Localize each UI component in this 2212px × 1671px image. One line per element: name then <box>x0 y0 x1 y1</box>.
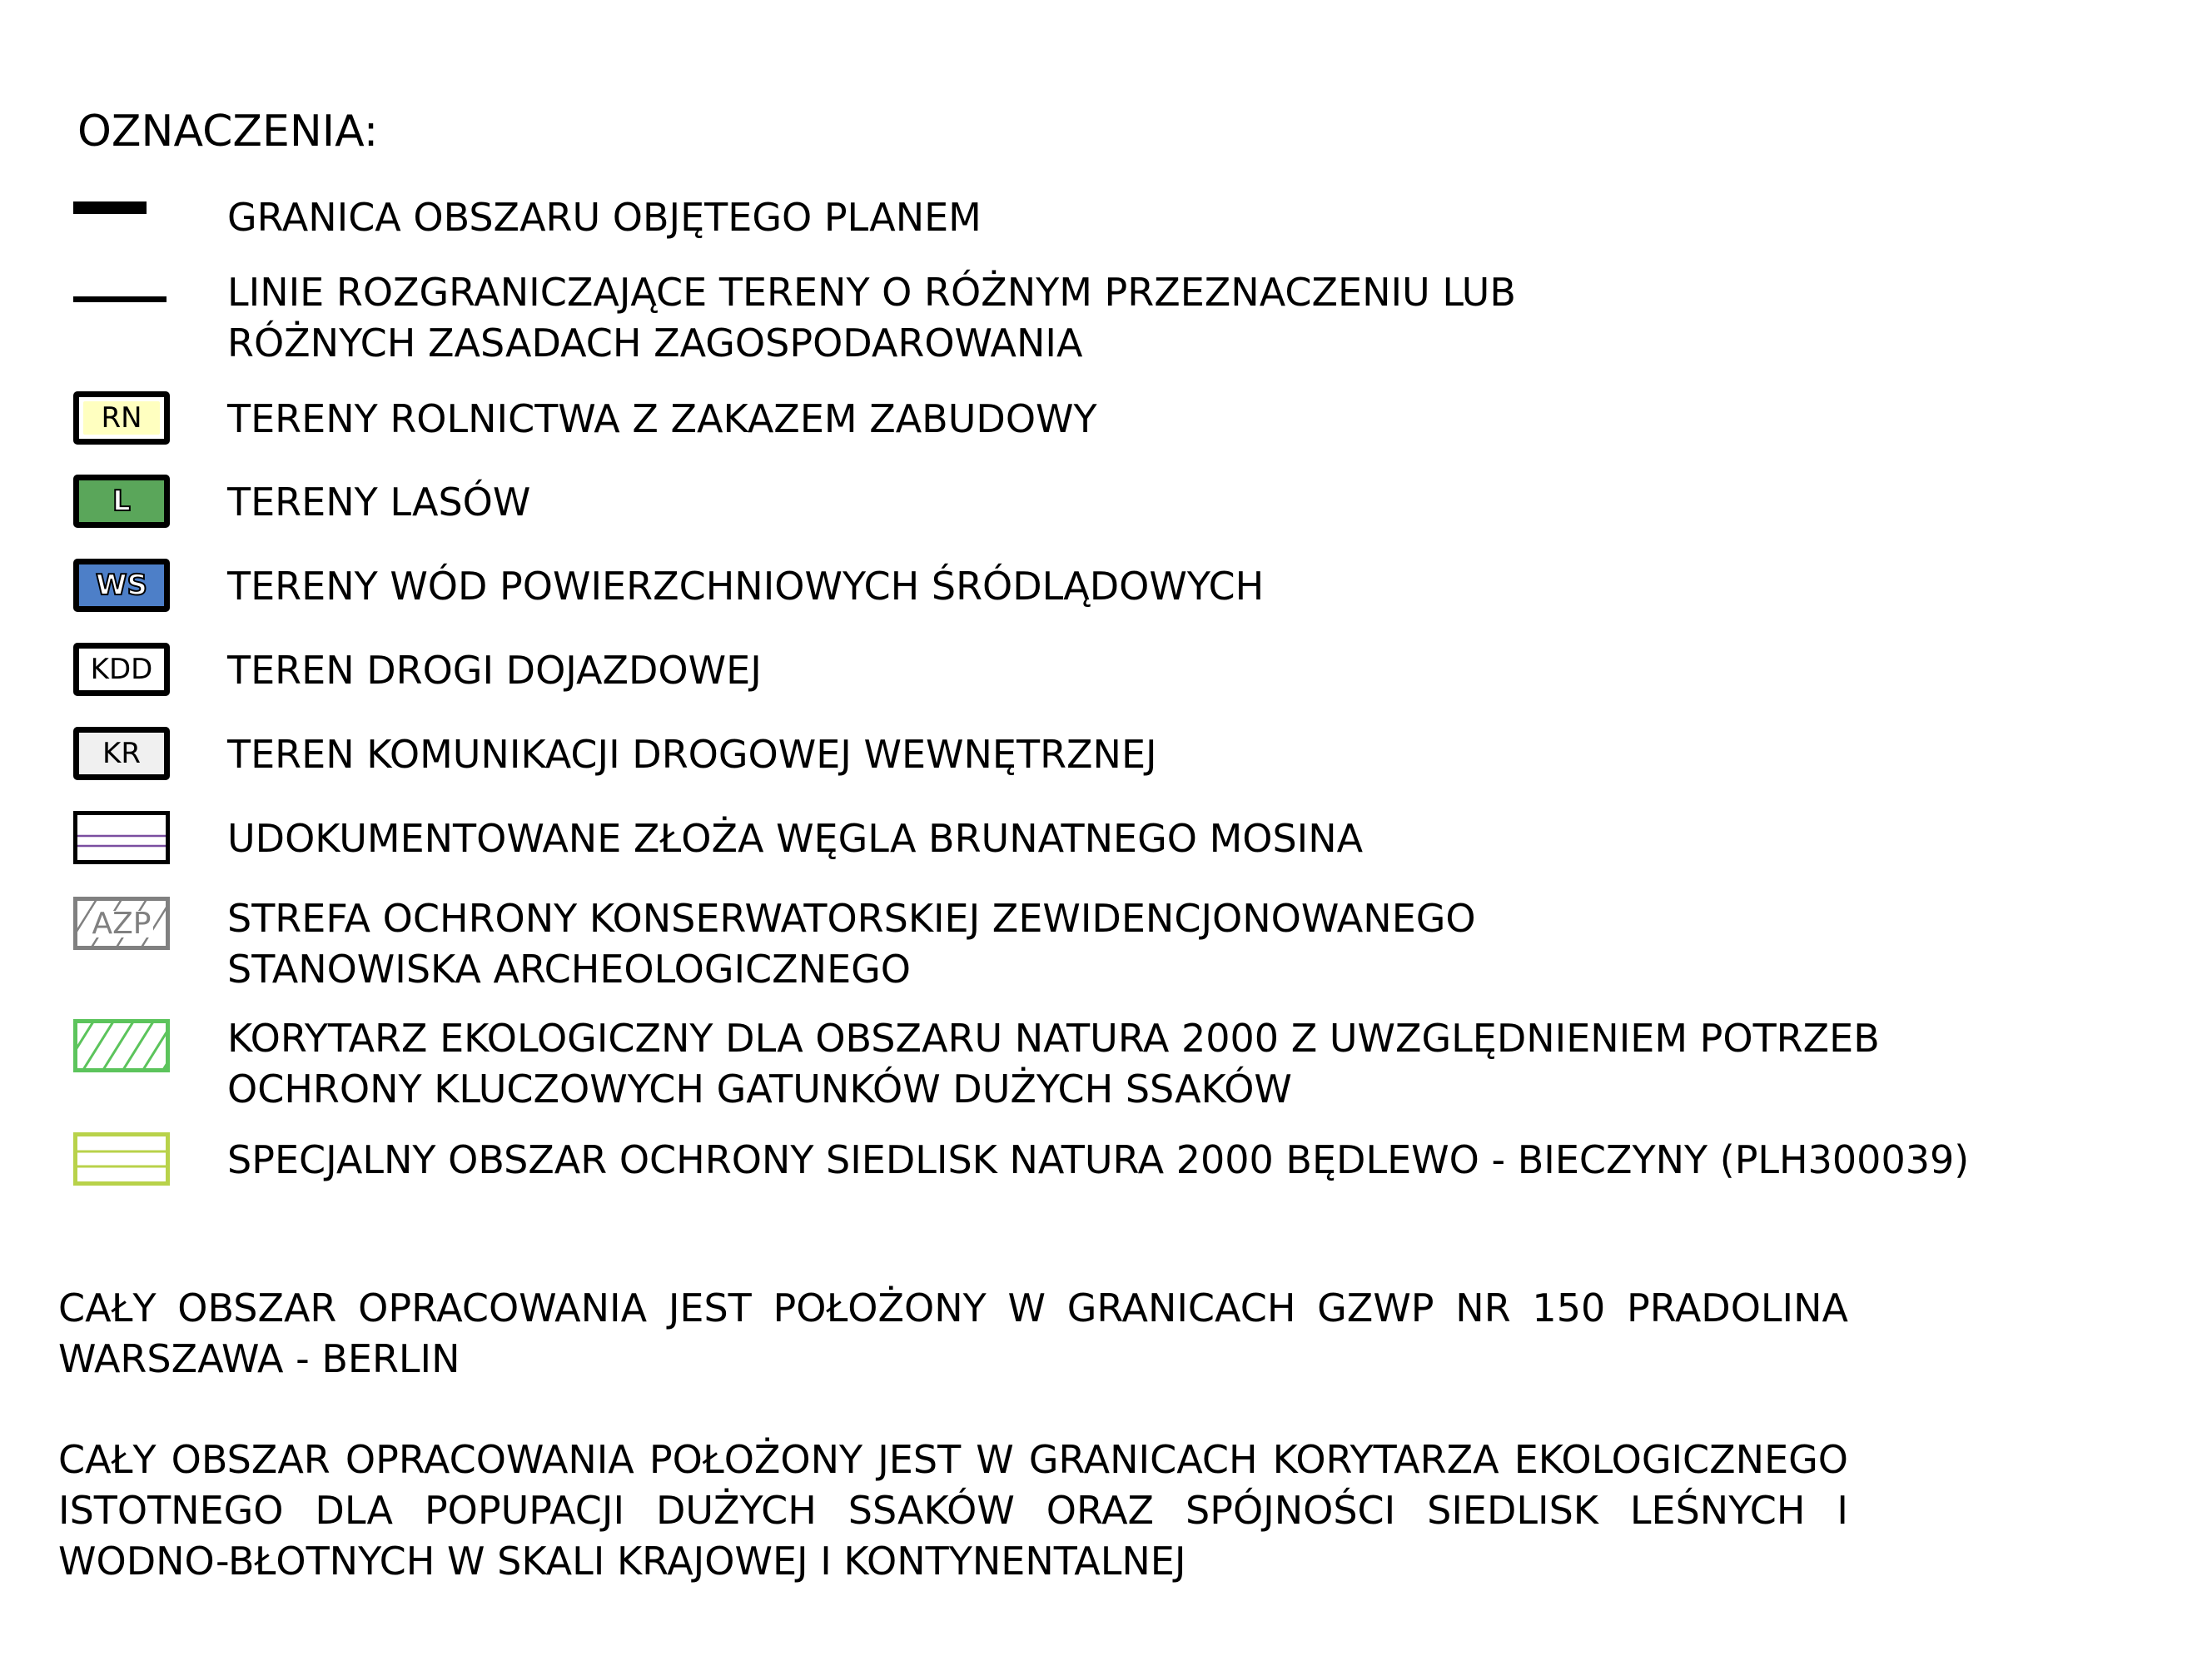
legend-label: TEREN DROGI DOJAZDOWEJ <box>227 648 762 693</box>
legend-label-line-2: RÓŻNYCH ZASADACH ZAGOSPODAROWANIA <box>227 321 1083 366</box>
legend-label-line-1: STREFA OCHRONY KONSERWATORSKIEJ ZEWIDENCJONOWANEGO <box>227 896 1476 941</box>
azp-code: AZP <box>92 906 152 941</box>
legend-label: TERENY WÓD POWIERZCHNIOWYCH ŚRÓDLĄDOWYCH <box>227 564 1265 609</box>
kr-box-icon <box>73 727 170 780</box>
natura-stripes-icon <box>73 1132 170 1186</box>
l-code: L <box>83 485 160 518</box>
corridor-hatch-icon <box>73 1019 170 1072</box>
rn-box-icon <box>73 391 170 445</box>
legend-label-line-1: KORYTARZ EKOLOGICZNY DLA OBSZARU NATURA 2000 Z UWZGLĘDNIENIEM POTRZEB <box>227 1016 1880 1061</box>
legend-label: TERENY ROLNICTWA Z ZAKAZEM ZABUDOWY <box>227 396 1097 441</box>
kdd-code: KDD <box>83 653 160 686</box>
legend-label-line-2: STANOWISKA ARCHEOLOGICZNEGO <box>227 947 911 992</box>
legend-label-line-2: OCHRONY KLUCZOWYCH GATUNKÓW DUŻYCH SSAKÓW <box>227 1067 1292 1112</box>
thick-line-icon <box>73 201 170 216</box>
legend-label-line-1: LINIE ROZGRANICZAJĄCE TERENY O RÓŻNYM PRZEZNACZENIU LUB <box>227 270 1516 315</box>
legend-label: GRANICA OBSZARU OBJĘTEGO PLANEM <box>227 195 982 240</box>
legend-label: SPECJALNY OBSZAR OCHRONY SIEDLISK NATURA 2000 BĘDLEWO - BIECZYNY (PLH300039) <box>227 1137 1970 1182</box>
ws-code: WS <box>83 569 160 602</box>
kr-code: KR <box>83 737 160 770</box>
coal-deposit-icon <box>73 811 170 864</box>
legend-label: TEREN KOMUNIKACJI DROGOWEJ WEWNĘTRZNEJ <box>227 732 1157 777</box>
legend-label: TERENY LASÓW <box>227 480 531 525</box>
note-gzwp: CAŁY OBSZAR OPRACOWANIA JEST POŁOŻONY W GRANICACH GZWP NR 150 PRADOLINA WARSZAWA - BERLIN <box>58 1286 1848 1381</box>
thin-line-icon <box>73 296 170 303</box>
legend-title: OZNACZENIA: <box>77 107 379 157</box>
azp-hatch-icon <box>73 897 170 950</box>
note-ecological-corridor: CAŁY OBSZAR OPRACOWANIA POŁOŻONY JEST W GRANICACH KORYTARZA EKOLOGICZNEGO ISTOTNEGO DLA POPUPACJI DUŻYCH SSAKÓW ORAZ SPÓJNOŚCI SIEDLISK LEŚNYCH I WODNO-BŁOTNYCH W SKALI KRAJOWEJ I KONTYNENTALNEJ <box>58 1437 1848 1584</box>
kdd-box-icon <box>73 643 170 696</box>
legend-label: UDOKUMENTOWANE ZŁOŻA WĘGLA BRUNATNEGO MOSINA <box>227 816 1364 861</box>
l-box-icon <box>73 475 170 528</box>
ws-box-icon <box>73 559 170 612</box>
rn-code: RN <box>83 401 160 435</box>
